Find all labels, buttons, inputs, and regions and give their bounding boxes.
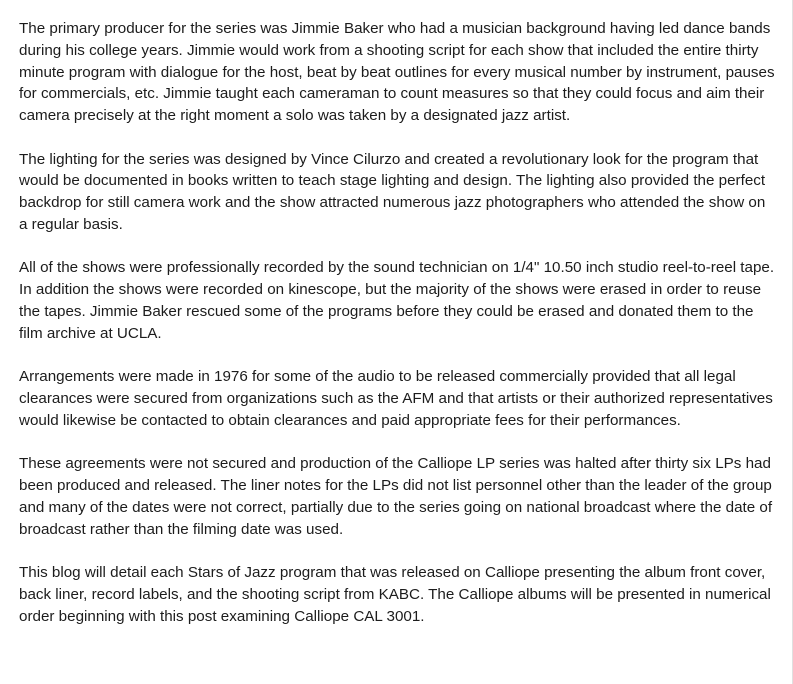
- paragraph-recording: All of the shows were professionally recorded by the sound technician on 1/4" 10.50 inch studio reel-to-reel tape. In addition the shows were recorded on kinescope, but the majority of the shows were erased in order to reuse the tapes. Jimmie Baker rescued some of the programs before they could be erased and donated them to the film archive at UCLA.: [19, 259, 775, 342]
- paragraph-producer: The primary producer for the series was Jimmie Baker who had a musician background having led dance bands during his college years. Jimmie would work from a shooting script for each show that included the entire thirty minute program with dialogue for the host, beat by beat outlines for every musical number by instrument, pauses for commercials, etc. Jimmie taught each cameraman to count measures so that they could focus and aim their camera precisely at the right moment a solo was taken by a designated jazz artist.: [19, 20, 775, 125]
- paragraph-lighting: The lighting for the series was designed by Vince Cilurzo and created a revolutionary look for the program that would be documented in books written to teach stage lighting and design. The lighting also provided the perfect backdrop for still camera work and the show attracted numerous jazz photographers who attended the show on a regular basis.: [19, 150, 766, 233]
- paragraph-agreements: These agreements were not secured and production of the Calliope LP series was halted after thirty six LPs had been produced and released. The liner notes for the LPs did not list personnel other than the leader of the group and many of the dates were not correct, partially due to the series going on national broadcast where the date of broadcast rather than the filming date was used.: [19, 455, 773, 538]
- paragraph-blog-plan: This blog will detail each Stars of Jazz program that was released on Calliope presenting the album front cover, back liner, record labels, and the shooting script from KABC. The Calliope albums will be presented in numerical order beginning with this post examining Calliope CAL 3001.: [19, 563, 771, 625]
- paragraph-arrangements: Arrangements were made in 1976 for some of the audio to be released commercially provided that all legal clearances were secured from organizations such as the AFM and that artists or their authorized representatives would likewise be contacted to obtain clearances and paid appropriate fees for their performances.: [19, 368, 773, 429]
